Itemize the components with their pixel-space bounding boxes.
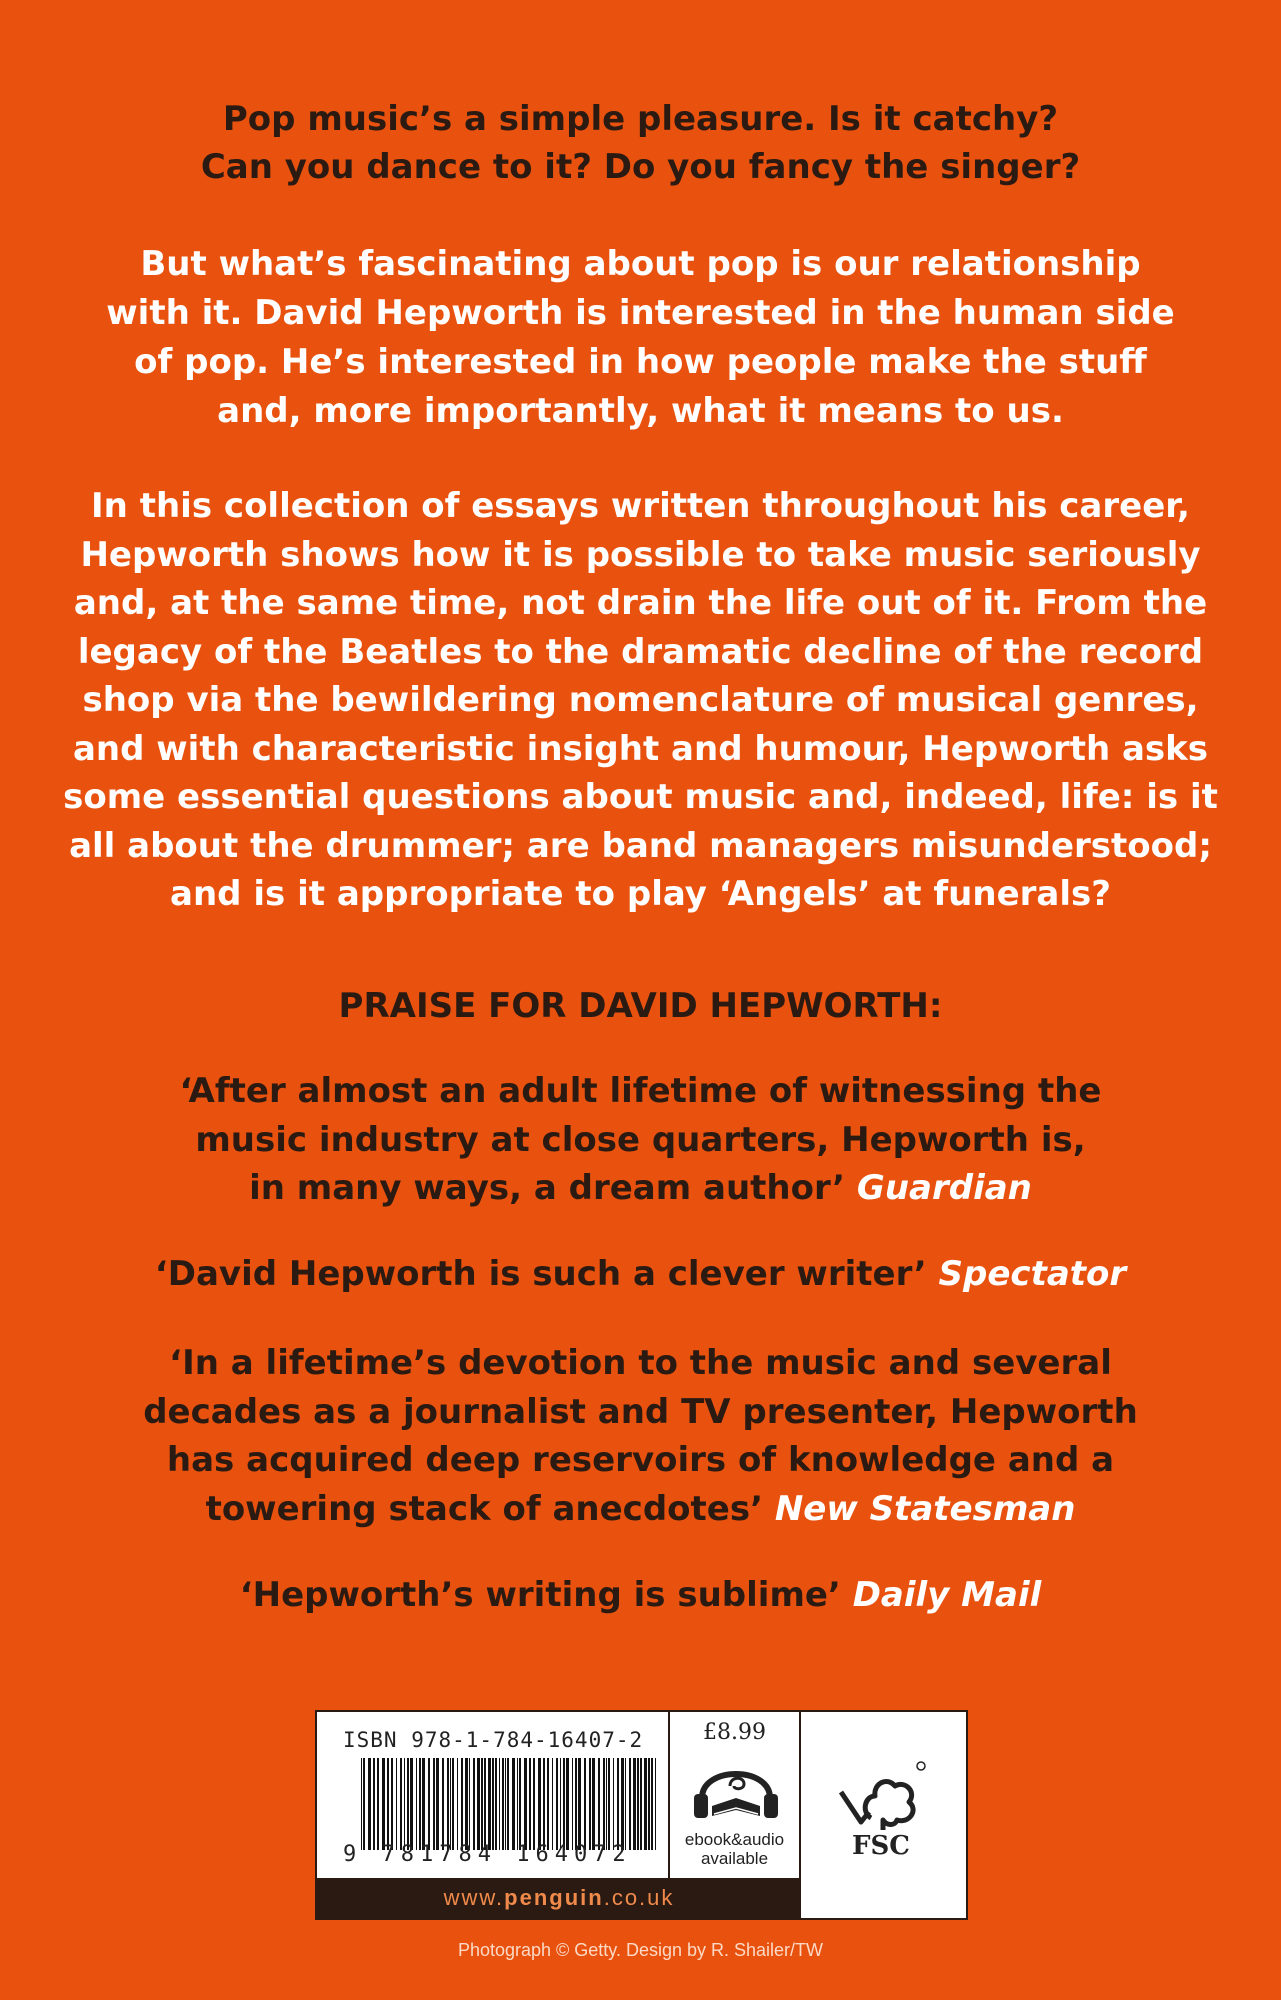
- tagline: [0, 95, 1281, 191]
- summary-line: legacy of the Beatles to the dramatic decline of the record: [77, 631, 1204, 672]
- quote-line: ‘David Hepworth is such a clever writer’: [154, 1254, 927, 1294]
- barcode-bar: [640, 1758, 642, 1850]
- quote-source: Guardian: [856, 1168, 1032, 1208]
- ebook-audio-label: [670, 1830, 799, 1868]
- website-url: [317, 1878, 801, 1918]
- tagline-line: Can you dance to it? Do you fancy the singer?: [200, 147, 1081, 187]
- barcode-bar: [547, 1758, 549, 1850]
- photo-design-credits: Photograph © Getty. Design by R. Shailer/TW: [457, 1940, 824, 1960]
- website-suffix: .co.uk: [603, 1885, 675, 1910]
- summary-paragraph: [0, 482, 1281, 919]
- praise-quote-daily-mail: [0, 1571, 1281, 1620]
- summary-line: Hepworth shows how it is possible to take music seriously: [80, 534, 1201, 575]
- barcode-bar: [422, 1758, 425, 1850]
- barcode-bar: [419, 1758, 421, 1850]
- barcode-bar: [529, 1758, 531, 1850]
- barcode-bar: [519, 1758, 521, 1850]
- summary-line: and, at the same time, not drain the life out of it. From the: [73, 583, 1208, 623]
- barcode-bar: [617, 1758, 619, 1850]
- barcode-bar: [416, 1758, 417, 1850]
- barcode-bar: [465, 1758, 468, 1850]
- barcode-bar: [442, 1758, 444, 1850]
- quote-source: Daily Mail: [852, 1575, 1042, 1615]
- barcode-bar: [410, 1758, 413, 1850]
- summary-line: and with characteristic insight and humour, Hepworth asks: [72, 728, 1209, 769]
- barcode-bar: [450, 1758, 451, 1850]
- barcode-bar: [481, 1758, 483, 1850]
- barcode-bar: [648, 1758, 650, 1850]
- barcode-bar: [621, 1758, 624, 1850]
- barcode-bar: [469, 1758, 470, 1850]
- barcode-digits: 9 781784 164072: [343, 1842, 632, 1867]
- summary-line: some essential questions about music and, indeed, life: is it: [63, 777, 1218, 817]
- barcode-bar: [452, 1758, 454, 1850]
- barcode-bar: [517, 1758, 518, 1850]
- intro-line: and, more importantly, what it means to us.: [217, 391, 1064, 431]
- quote-line: towering stack of anecdotes’: [205, 1488, 763, 1529]
- barcode-bar: [363, 1758, 365, 1850]
- barcode-bar: [361, 1758, 362, 1850]
- quote-line-with-source: [0, 1485, 1281, 1534]
- barcode-bar: [505, 1758, 506, 1850]
- barcode-bar: [391, 1758, 393, 1850]
- barcode-bar: [578, 1758, 581, 1850]
- quote-source: Spectator: [938, 1254, 1127, 1294]
- intro-line: with it. David Hepworth is interested in the human side: [106, 293, 1175, 333]
- barcode-bar: [566, 1758, 569, 1850]
- barcode-bar: [560, 1758, 561, 1850]
- summary-line: shop via the bewildering nomenclature of musical genres,: [82, 680, 1199, 720]
- quote-line: has acquired deep reservoirs of knowledge and a: [166, 1440, 1115, 1480]
- barcode-bar: [407, 1758, 409, 1850]
- barcode-bar: [495, 1758, 497, 1850]
- barcode-bar: [484, 1758, 486, 1850]
- barcode-bar: [633, 1758, 636, 1850]
- fsc-label: FSC: [852, 1831, 910, 1861]
- isbn-panel: [317, 1712, 668, 1878]
- intro-paragraph: [0, 240, 1281, 436]
- fsc-tree-icon: [831, 1752, 931, 1862]
- website-prefix: www.: [443, 1885, 505, 1910]
- barcode-bar: [625, 1758, 626, 1850]
- barcode-bar: [502, 1758, 504, 1850]
- barcode-bar: [629, 1758, 631, 1850]
- quote-source: New Statesman: [774, 1488, 1076, 1529]
- barcode-bar: [644, 1758, 647, 1850]
- fsc-panel: [801, 1712, 966, 1918]
- barcode-bar: [589, 1758, 591, 1850]
- price-panel: [668, 1712, 801, 1878]
- quote-line-with-source: [0, 1571, 1281, 1620]
- barcode-bar: [387, 1758, 389, 1850]
- barcode-bar: [400, 1758, 402, 1850]
- ebook-line: available: [700, 1849, 769, 1868]
- headphones-book-icon: [690, 1754, 782, 1824]
- barcode-bar: [556, 1758, 558, 1850]
- barcode-bar: [575, 1758, 577, 1850]
- barcode-bar: [538, 1758, 541, 1850]
- barcode-bar: [488, 1758, 491, 1850]
- barcode-bar: [457, 1758, 458, 1850]
- barcode-bar: [572, 1758, 573, 1850]
- quote-line: in many ways, a dream author’: [249, 1168, 846, 1208]
- praise-heading: PRAISE FOR DAVID HEPWORTH:: [338, 986, 943, 1026]
- barcode-bar: [524, 1758, 527, 1850]
- barcode-bar: [543, 1758, 545, 1850]
- barcode-bar: [584, 1758, 586, 1850]
- barcode-bar: [404, 1758, 405, 1850]
- barcode-bar: [499, 1758, 500, 1850]
- barcode-bar: [507, 1758, 509, 1850]
- barcode-bar: [473, 1758, 475, 1850]
- barcode-bar: [563, 1758, 565, 1850]
- barcode-bar: [606, 1758, 607, 1850]
- barcode-bar: [396, 1758, 397, 1850]
- praise-quote-new-statesman: [0, 1339, 1281, 1533]
- barcode-bar: [655, 1758, 656, 1850]
- barcode-box: [315, 1710, 968, 1920]
- barcode-bar: [373, 1758, 375, 1850]
- quote-line-with-source: [0, 1164, 1281, 1213]
- quote-line-with-source: [0, 1250, 1281, 1299]
- quote-line: ‘In a lifetime’s devotion to the music and several: [169, 1343, 1112, 1383]
- summary-line: and is it appropriate to play ‘Angels’ at funerals?: [170, 874, 1111, 914]
- barcode-bar: [477, 1758, 480, 1850]
- ebook-line: ebook&audio: [684, 1830, 785, 1849]
- barcode-bar: [608, 1758, 610, 1850]
- barcode-bar: [428, 1758, 430, 1850]
- summary-line: In this collection of essays written throughout his career,: [91, 486, 1190, 526]
- tagline-line: Pop music’s a simple pleasure. Is it catchy?: [222, 99, 1059, 139]
- barcode-bar: [377, 1758, 379, 1850]
- barcode-bar: [637, 1758, 639, 1850]
- quote-line: ‘After almost an adult lifetime of witnessing the: [179, 1071, 1102, 1111]
- summary-line: all about the drummer; are band managers misunderstood;: [69, 825, 1212, 866]
- praise-quote-guardian: [0, 1067, 1281, 1213]
- barcode-bar: [552, 1758, 553, 1850]
- barcode-bar: [436, 1758, 439, 1850]
- intro-line: of pop. He’s interested in how people make the stuff: [134, 342, 1147, 382]
- barcode-bar: [492, 1758, 494, 1850]
- barcode-bar: [592, 1758, 595, 1850]
- barcode-bar: [433, 1758, 435, 1850]
- barcode-bar: [382, 1758, 385, 1850]
- barcode-bar: [651, 1758, 653, 1850]
- website-brand: penguin: [504, 1885, 604, 1910]
- quote-line: music industry at close quarters, Hepworth is,: [195, 1119, 1086, 1160]
- barcode-bar: [603, 1758, 605, 1850]
- isbn-label: ISBN 978-1-784-16407-2: [343, 1728, 644, 1752]
- barcode-bar: [368, 1758, 371, 1850]
- barcode-bar: [533, 1758, 535, 1850]
- praise-quote-spectator: [0, 1250, 1281, 1299]
- quote-line: decades as a journalist and TV presenter, Hepworth: [143, 1391, 1138, 1432]
- intro-line: But what’s fascinating about pop is our relationship: [140, 244, 1141, 284]
- barcode-bar: [461, 1758, 463, 1850]
- barcode-bar: [512, 1758, 515, 1850]
- barcode-bar: [598, 1758, 600, 1850]
- barcode-bars: [361, 1758, 657, 1850]
- quote-line: ‘Hepworth’s writing is sublime’: [239, 1575, 841, 1615]
- barcode-bar: [447, 1758, 449, 1850]
- barcode-bar: [613, 1758, 614, 1850]
- price-label: £8.99: [703, 1720, 766, 1745]
